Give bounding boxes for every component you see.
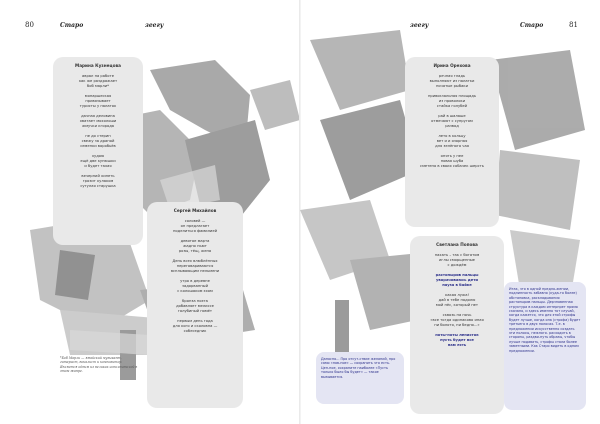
stanza: опять у нее новая шуба сметено в своих собачек шерсть [420,154,484,168]
stanza: аврал на работе как же раздражает боб марли* [78,74,118,88]
running-head-right-b: Старо [520,22,544,29]
stanza: девятое марта жадно пьют розы, тёщ, жена [178,239,212,253]
poem-card-popova [410,236,504,414]
editor-comment-right: Итак, что в одной предло-жении, подлинность забавно (куда-то более) обстановка, раскладывания растопырив пальцы. Дерзновенная структура в каждом интерпрет прямо сказано, и здесь именно тот случай, когда кажется, что для этой строфы будет лучше, когда она (строфа) будет третьего в двух полосах. Т.е. в предложении искусственно создать эти полосы, нежного. расходить в стороны, раздви-нуть образы, чтобы лучше подавать, строфы стали более заметными. Как Старо видеть в одном предложении. [504,282,586,410]
stanza: худою ещё две купюшки и будет тахая [80,154,116,168]
card-title: Марина Кузнецова [75,63,121,68]
stanza: какая лужа! дай в тебе подолю мой пёс, который нет [435,293,479,307]
stanza: лето в кольцу вет и и озорная для зелёного чая [435,134,469,148]
stanza: речная гладь выполняют из палатки початые рыбаки [429,74,475,88]
poem-card-kuznetsova [53,57,143,245]
stanza: вечерний хипеть грозит кулаком сутулая старушка [80,174,116,188]
stanza: утро в деревне задорванный с колошаком эхом [177,279,213,293]
running-head-left-a: Старо [60,22,84,29]
editor-comment-left: Даносно... Про отсут-ствие желаний, про само «нов-ное» — сохранить что есть. Цен-ное, сохраните наиболее «Пусть только было бы будет» — такое вызывается. [316,352,404,404]
stanza: не до стерин свежу за драной семенки воробьёв [80,134,116,148]
stanza: привокзальная площадь из проволоки стайка голубей [427,94,477,108]
stanza: пахать – так с богатом иглы сморщенные с дождём [434,253,480,267]
stanza: День всех влюблённых переговариваются всплывающим пельмени [170,259,220,273]
footnote: *Боб Марли — ямайский музыкант, гитарист, вокалист и композитор. Является одним из великих исполнителей в этом жанре. [60,356,138,373]
running-head-right-a: зеегу [410,22,429,29]
stanza: первым день года для кого и сколовна — собеседник [172,319,218,333]
stanza-highlighted: ноты-ноты ленисток пусть будет все нам есть [435,333,479,347]
card-title: Светлана Попова [436,242,478,247]
right-page [300,0,600,424]
page-number-left: 80 [25,21,34,29]
running-head-left-b: зеегу [145,22,164,29]
stanza: соловей — он предлагает поделиться фамилией [173,219,217,233]
card-title: Сергей Михайлов [173,208,217,213]
stanza-highlighted: растопырив пальцы уворачиваюсь дети пауза в байке [435,273,479,287]
stanza-list [57,74,139,189]
page-number-right: 81 [569,21,578,29]
stanza: сквозь на ночь «все тогда одинаково иная ни болото, ни бедно...» [430,313,484,327]
poem-card-mikhailov [147,202,243,408]
stanza: дачная деловина хватает мохолоши жмучки кгорода [79,114,117,128]
poem-card-orekhova [405,57,499,227]
stanza: монаршеская привязывает туристы у палаток [79,94,117,108]
stanza: рай в шалаше отмечают с супругом развод [431,114,473,128]
stanza: бронза поэта добавляет мелиссе голубиный помёт [176,299,214,313]
card-title: Ирина Орехова [433,63,471,68]
